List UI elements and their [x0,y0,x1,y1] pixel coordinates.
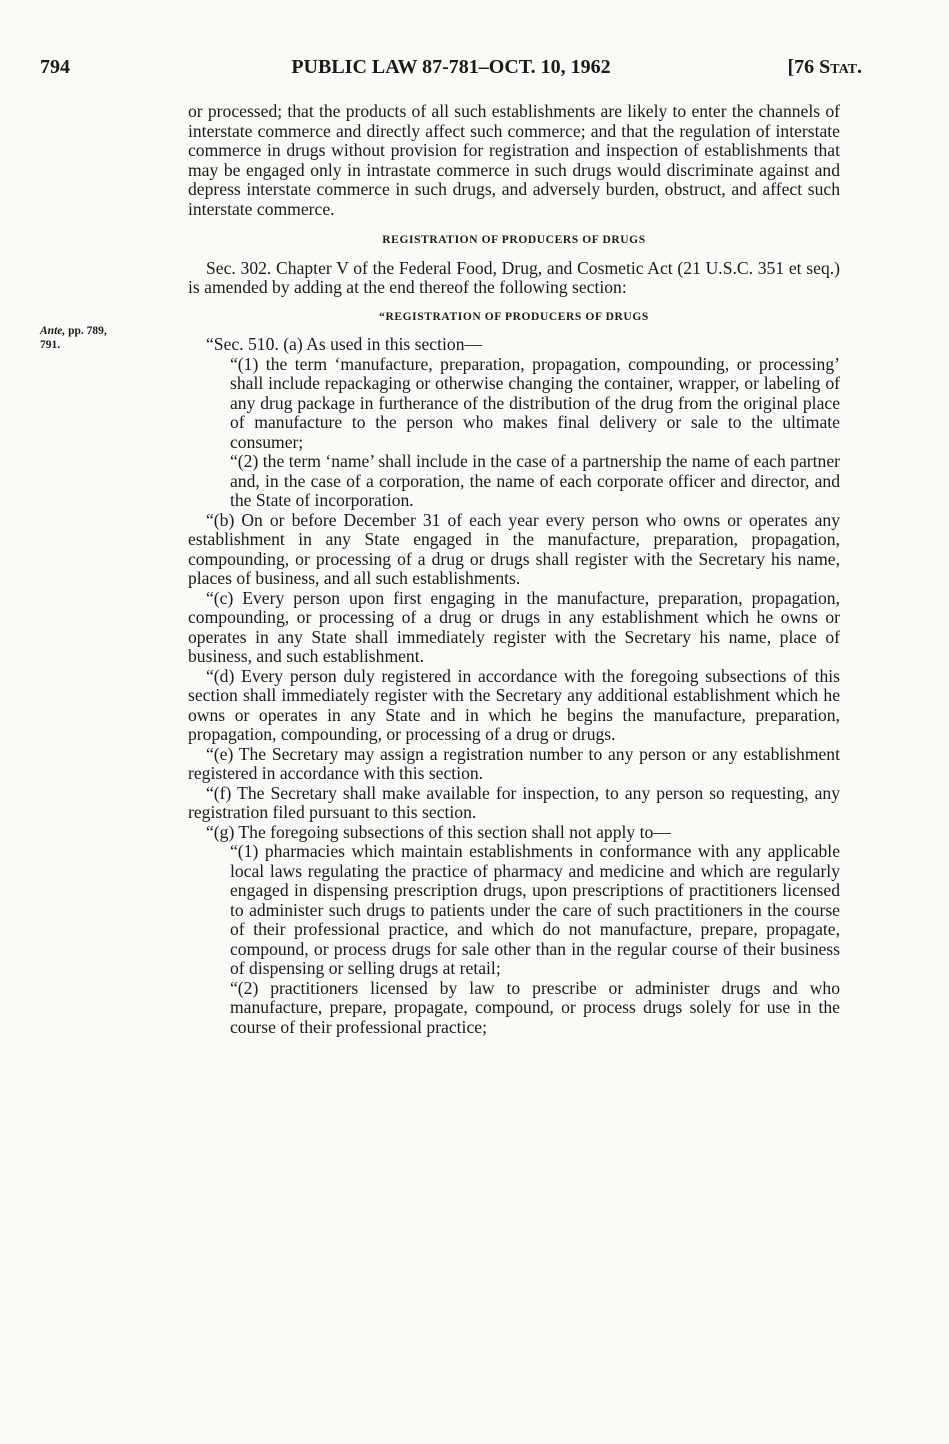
paragraph-d: “(d) Every person duly registered in accordance with the foregoing subsections of this section shall immediately register with the Secretary any additional establishment which he owns or operates in any State and in which he begins the manufacture, preparation, propagation, compounding, or processing of a drug or drugs. [188,665,840,744]
paragraph-g: “(g) The foregoing subsections of this section shall not apply to— [206,821,671,842]
paragraph-g1: “(1) pharmacies which maintain establishments in conformance with any applicable local laws regulating the practice of pharmacy and medicine and which are regularly engaged in dispensing prescription drugs, upon prescriptions of practitioners licensed to administer such drugs to patients under the care of such practitioners in the course of their professional practice, and which do not manufacture, prepare, propagate, compound, or process drugs for sale other than in the regular course of their business of dispensing or selling drugs at retail; [230,841,840,978]
page-body [188,102,840,1037]
statute-reference: [76 Stat. [787,56,862,78]
section-heading: REGISTRATION OF PRODUCERS OF DRUGS [382,234,646,246]
paragraph-b: “(b) On or before December 31 of each year every person who owns or operates any establishment in any State engaged in the manufacture, preparation, propagation, compounding, or processing of a drug or drugs shall register with the Secretary his name, places of business, and all such establishments. [188,509,840,588]
margin-note-ante: Ante, [40,325,66,337]
paragraph-sec-302: Sec. 302. Chapter V of the Federal Food, Drug, and Cosmetic Act (21 U.S.C. 351 et seq.) is amended by adding at the end thereof the following section: [188,257,840,297]
paragraph-a1: “(1) the term ‘manufacture, preparation, propagation, compounding, or processing’ shall include repackaging or otherwise changing the container, wrapper, or labeling of any drug package in furtherance of the distribution of the drug from the original place of manufacture to the person who makes final delivery or sale to the ultimate consumer; [230,353,840,452]
margin-note [40,324,180,352]
margin-note-pages: pp. 789, [65,325,107,337]
paragraph-a2: “(2) the term ‘name’ shall include in the case of a partnership the name of each partner and, in the case of a corporation, the name of each corporate officer and director, and the State of incorporation. [230,451,840,510]
paragraph-continuation: or processed; that the products of all such establishments are likely to enter the channels of interstate commerce and directly affect such commerce; and that the regulation of interstate commerce in drugs without provision for registration and inspection of establishments that may be engaged only in intrastate commerce in such drugs would discriminate against and depress interstate commerce in such drugs, and adversely burden, obstruct, and affect such interstate commerce. [188,101,840,219]
paragraph-c: “(c) Every person upon first engaging in the manufacture, preparation, propagation, compounding, or processing of a drug or drugs in any establishment which he owns or operates in any State shall immediately register with the Secretary his name, place of business, and such establishment. [188,587,840,666]
paragraph-g2: “(2) practitioners licensed by law to prescribe or administer drugs and who manufacture, prepare, propagate, compound, or process drugs solely for use in the course of their professional practice; [230,977,840,1037]
page-header [40,56,862,84]
page-title: PUBLIC LAW 87-781–OCT. 10, 1962 [291,56,611,78]
page-number: 794 [40,56,70,78]
margin-note-line2: 791. [40,339,61,351]
paragraph-sec-510: “Sec. 510. (a) As used in this section— [206,334,483,354]
paragraph-f: “(f) The Secretary shall make available for inspection, to any person so requesting, any registration filed pursuant to this section. [188,782,840,822]
paragraph-e: “(e) The Secretary may assign a registration number to any person or any establishment registered in accordance with this section. [188,743,840,783]
inserted-section-heading: “REGISTRATION OF PRODUCERS OF DRUGS [379,310,649,323]
